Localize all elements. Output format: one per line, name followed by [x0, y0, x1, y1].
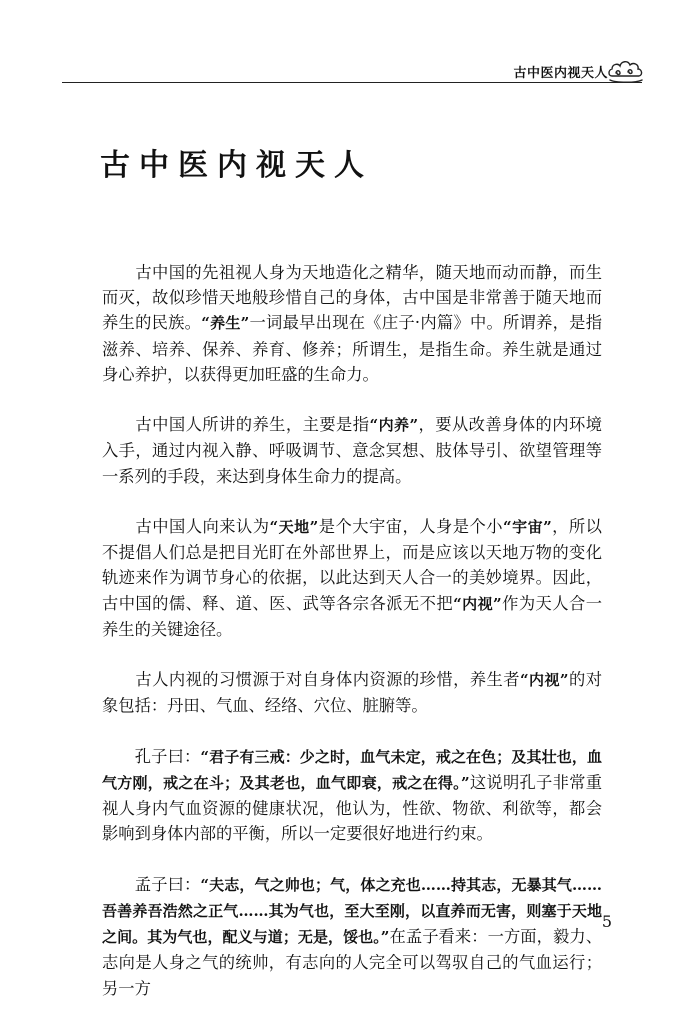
paragraph-text: 作为天人合一养生的关键途径。 [102, 593, 602, 639]
paragraph-text: 古中国的先祖视人身为天地造化之精华，随天地而动而静，而生而灭，故似珍惜天地般珍惜自己的身体，古中国是非常善于随天地而养生的民族。 [102, 263, 602, 333]
paragraph [102, 744, 602, 847]
quoted-text: “内视” [453, 594, 502, 613]
paragraph-text: 是个大宇宙，人身是个小 [318, 517, 504, 536]
paragraph [102, 872, 602, 1001]
paragraph [102, 514, 602, 642]
paragraph-text: 孟子曰： [102, 874, 201, 894]
paragraph-text: 孔子曰： [102, 746, 201, 766]
paragraph [102, 260, 602, 387]
cloud-ornament-icon [606, 52, 646, 86]
paragraph-text: 古中国人所讲的养生，主要是指 [102, 415, 370, 435]
body-text [102, 260, 602, 1026]
paragraph-text: ，所以不提倡人们总是把目光盯在外部世界上，而是应该以天地万物的变化轨迹来作为调节身心的依据，以此达到天人合一的美妙境界。因此，古中国的儒、释、道、医、武等各宗各派无不把 [102, 517, 602, 613]
paragraph-text: 古人内视的习惯源于对自身体内资源的珍惜，养生者 [102, 670, 520, 690]
paragraph-text: 古中国人向来认为 [102, 517, 270, 536]
paragraph-text: ，要从改善身体的内环境入手，通过内视入静、呼吸调节、意念冥想、肢体导引、欲望管理等一系列的手段，来达到身体生命力的提高。 [102, 415, 602, 486]
paragraph-text: 这说明孔子非常重视人身内气血资源的健康状况，他认为，性欲、物欲、利欲等，都会影响到身体内部的平衡，所以一定要很好地进行约束。 [102, 773, 602, 844]
quoted-text: “内养” [369, 416, 419, 435]
quoted-text: “君子有三戒：少之时，血气未定，戒之在色；及其壮也，血气方刚，戒之在斗；及其老也，血气即衰，戒之在得。” [102, 747, 602, 792]
quoted-text: “天地” [269, 518, 319, 536]
paragraph [102, 412, 602, 489]
quoted-text: “宇宙” [503, 518, 552, 536]
running-header-title: 古中医内视天人 [513, 66, 608, 81]
paragraph-text: 在孟子看来：一方面，毅力、志向是人身之气的统帅，有志向的人完全可以驾驭自己的气血运行；另一方 [102, 927, 602, 998]
quoted-text: “夫志，气之帅也；气，体之充也……持其志，无暴其气……吾善养吾浩然之正气……其为气也，至大至刚，以直养而无害，则塞于天地之间。其为气也，配义与道；无是，馁也。” [102, 875, 602, 947]
quoted-text: “养生” [201, 314, 250, 333]
paragraph-text: 的对象包括：丹田、气血、经络、穴位、脏腑等。 [102, 670, 602, 716]
page-number: 5 [601, 912, 612, 931]
paragraph [102, 667, 602, 718]
paragraph-text: 一词最早出现在《庄子·内篇》中。所谓养，是指滋养、培养、保养、养育、修养；所谓生，是指生命。养生就是通过身心养护，以获得更加旺盛的生命力。 [102, 313, 602, 384]
quoted-text: “内视” [519, 671, 569, 690]
chapter-title: 古中医内视天人 [100, 148, 373, 183]
header-rule [62, 82, 642, 83]
